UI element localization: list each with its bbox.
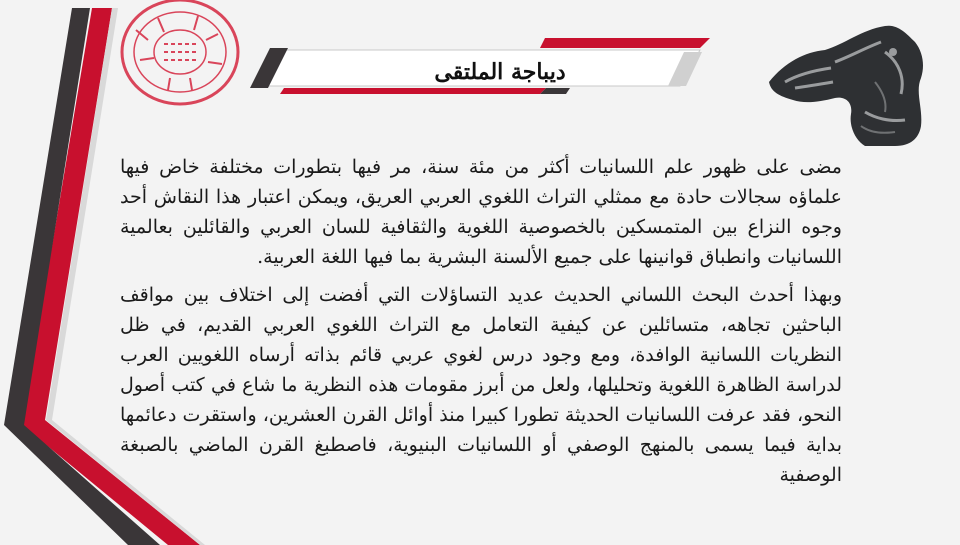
official-stamp-icon	[118, 0, 242, 108]
paragraph-2: وبهذا أحدث البحث اللساني الحديث عديد التساؤلات التي أفضت إلى اختلاف بين مواقف الباحثين تجاهه، متسائلين عن كيفية التعامل مع التراث اللغوي العربي القديم، في ظل النظريات اللسانية الوافدة، ومع وجود درس لغوي عربي قائم بذاته أرساه اللغويين العرب لدراسة الظاهرة اللغوية وتحليلها، ولعل من أبرز مقومات هذه النظرية ما شاع في كتب أصول النحو، فقد عرفت اللسانيات الحديثة تطورا كبيرا منذ أوائل القرن العشرين، واستقرت دعائمها بداية فيما يسمى بالمنهج الوصفي أو اللسانيات البنيوية، فاصطبغ القرن الماضي بالصبغة الوصفية	[120, 284, 842, 486]
intro-text	[120, 152, 842, 490]
paragraph-1: مضى على ظهور علم اللسانيات أكثر من مئة سنة، مر فيها بتطورات مختلفة خاض فيها علماؤه سجالات حادة مع ممثلي التراث اللغوي العربي العريق، ويمكن اعتبار هذا النقاش أحد وجوه النزاع بين المتمسكين بالخصوصية اللغوية والثقافية للسان العربي والقائلين بعالمية اللسانيات وانطباق قوانينها على جميع الألسنة البشرية بما فيها اللغة العربية.	[120, 156, 842, 268]
calligraphy-horse-icon	[765, 22, 925, 148]
page-title: ديباجة الملتقى	[434, 59, 566, 85]
